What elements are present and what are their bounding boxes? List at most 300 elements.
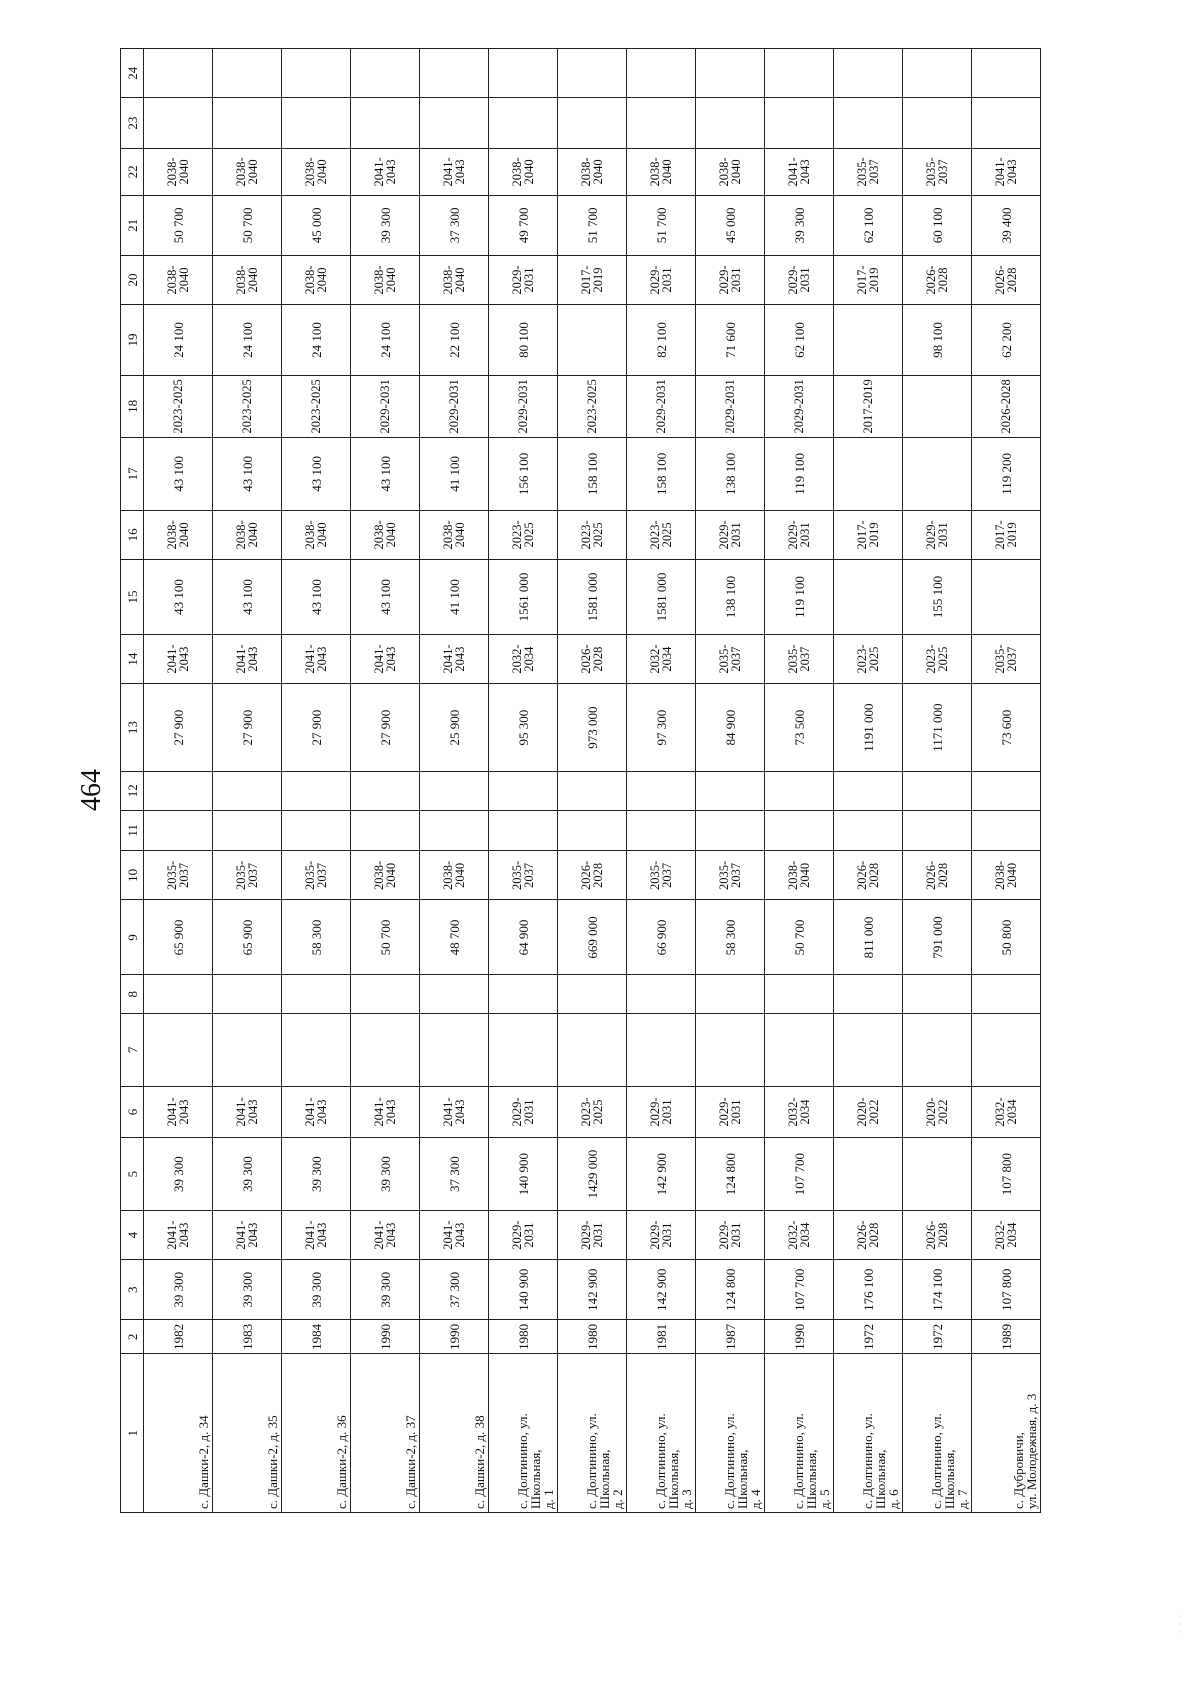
period-cell-col-22: 2041-2043 (420, 148, 489, 195)
value-cell-col-17: 43 100 (144, 437, 213, 510)
period-cell-col-10: 2026-2028 (558, 851, 627, 900)
value-cell-col-12 (558, 772, 627, 811)
value-cell-col-11 (213, 810, 282, 851)
value-cell-col-13: 84 900 (696, 684, 765, 772)
period-cell-col-16: 2038-2040 (351, 510, 420, 559)
value-cell-col-12 (351, 772, 420, 811)
period-cell-col-4: 2029-2031 (627, 1211, 696, 1260)
value-cell-col-23 (627, 98, 696, 148)
value-cell-col-12 (627, 772, 696, 811)
column-header-17: 17 (121, 437, 144, 510)
value-cell-col-15 (972, 560, 1041, 635)
value-cell-col-7 (213, 1014, 282, 1087)
period-cell-col-18: 2029-2031 (627, 375, 696, 437)
value-cell-col-24 (834, 49, 903, 99)
value-cell-col-13: 27 900 (351, 684, 420, 772)
value-cell-col-24 (696, 49, 765, 99)
period-cell-col-16: 2038-2040 (420, 510, 489, 559)
period-cell-col-4: 2041-2043 (351, 1211, 420, 1260)
period-cell-col-14: 2035-2037 (972, 634, 1041, 683)
value-cell-col-23 (765, 98, 834, 148)
period-cell-col-22: 2035-2037 (903, 148, 972, 195)
period-cell-col-16: 2017-2019 (972, 510, 1041, 559)
table-row (420, 49, 489, 1513)
value-cell-col-8 (282, 975, 351, 1014)
table-row (972, 49, 1041, 1513)
value-cell-col-3: 107 800 (972, 1260, 1041, 1320)
value-cell-col-11 (765, 810, 834, 851)
value-cell-col-9: 48 700 (420, 900, 489, 975)
period-cell-col-20: 2029-2031 (489, 255, 558, 304)
value-cell-col-7 (420, 1014, 489, 1087)
value-cell-col-15 (834, 560, 903, 635)
value-cell-col-12 (696, 772, 765, 811)
value-cell-col-19: 24 100 (213, 305, 282, 376)
value-cell-col-23 (282, 98, 351, 148)
value-cell-col-24 (627, 49, 696, 99)
value-cell-col-5 (903, 1138, 972, 1211)
period-cell-col-6: 2023-2025 (558, 1086, 627, 1137)
value-cell-col-23 (972, 98, 1041, 148)
value-cell-col-13: 73 500 (765, 684, 834, 772)
address-cell (213, 1354, 282, 1513)
value-cell-col-13: 73 600 (972, 684, 1041, 772)
value-cell-col-2: 1972 (834, 1320, 903, 1354)
period-cell-col-6: 2041-2043 (420, 1086, 489, 1137)
period-cell-col-22: 2041-2043 (351, 148, 420, 195)
value-cell-col-24 (420, 49, 489, 99)
value-cell-col-19: 62 100 (765, 305, 834, 376)
address-cell (351, 1354, 420, 1513)
value-cell-col-3: 39 300 (213, 1260, 282, 1320)
value-cell-col-11 (696, 810, 765, 851)
value-cell-col-17: 119 100 (765, 437, 834, 510)
period-cell-col-10: 2035-2037 (627, 851, 696, 900)
address-line-1: с. Дашки-2, д. 38 (472, 1415, 487, 1509)
table-row (903, 49, 972, 1513)
period-cell-col-22: 2038-2040 (213, 148, 282, 195)
period-cell-col-20: 2026-2028 (972, 255, 1041, 304)
value-cell-col-23 (351, 98, 420, 148)
period-cell-col-22: 2041-2043 (972, 148, 1041, 195)
value-cell-col-17: 158 100 (627, 437, 696, 510)
address-line-2: д. 3 (679, 1489, 694, 1509)
value-cell-col-21: 45 000 (282, 195, 351, 255)
value-cell-col-3: 39 300 (282, 1260, 351, 1320)
value-cell-col-2: 1984 (282, 1320, 351, 1354)
value-cell-col-8 (489, 975, 558, 1014)
value-cell-col-9: 50 700 (765, 900, 834, 975)
table-row (144, 49, 213, 1513)
period-cell-col-16: 2029-2031 (696, 510, 765, 559)
value-cell-col-5: 37 300 (420, 1138, 489, 1211)
value-cell-col-24 (144, 49, 213, 99)
column-header-22: 22 (121, 148, 144, 195)
value-cell-col-3: 39 300 (351, 1260, 420, 1320)
address-line-2: д. 5 (817, 1489, 832, 1509)
period-cell-col-14: 2023-2025 (903, 634, 972, 683)
period-cell-col-18: 2029-2031 (351, 375, 420, 437)
period-cell-col-4: 2041-2043 (144, 1211, 213, 1260)
value-cell-col-3: 142 900 (558, 1260, 627, 1320)
value-cell-col-3: 174 100 (903, 1260, 972, 1320)
value-cell-col-5: 39 300 (282, 1138, 351, 1211)
value-cell-col-21: 50 700 (144, 195, 213, 255)
address-line-1: с. Долгинино, ул. Школьная, (791, 1413, 819, 1509)
value-cell-col-15: 43 100 (213, 560, 282, 635)
header-row (121, 49, 144, 1513)
period-cell-col-18: 2023-2025 (282, 375, 351, 437)
period-cell-col-4: 2032-2034 (972, 1211, 1041, 1260)
value-cell-col-18 (903, 375, 972, 437)
value-cell-col-19: 62 200 (972, 305, 1041, 376)
value-cell-col-24 (903, 49, 972, 99)
value-cell-col-17: 43 100 (282, 437, 351, 510)
period-cell-col-14: 2041-2043 (144, 634, 213, 683)
value-cell-col-7 (558, 1014, 627, 1087)
value-cell-col-15: 43 100 (351, 560, 420, 635)
column-header-13: 13 (121, 684, 144, 772)
value-cell-col-11 (351, 810, 420, 851)
value-cell-col-17: 41 100 (420, 437, 489, 510)
value-cell-col-2: 1983 (213, 1320, 282, 1354)
value-cell-col-3: 37 300 (420, 1260, 489, 1320)
value-cell-col-24 (558, 49, 627, 99)
value-cell-col-2: 1990 (420, 1320, 489, 1354)
value-cell-col-2: 1982 (144, 1320, 213, 1354)
period-cell-col-6: 2029-2031 (696, 1086, 765, 1137)
value-cell-col-24 (282, 49, 351, 99)
period-cell-col-22: 2038-2040 (696, 148, 765, 195)
period-cell-col-14: 2041-2043 (213, 634, 282, 683)
period-cell-col-6: 2029-2031 (627, 1086, 696, 1137)
table-row (834, 49, 903, 1513)
table-row (213, 49, 282, 1513)
value-cell-col-7 (972, 1014, 1041, 1087)
period-cell-col-22: 2038-2040 (144, 148, 213, 195)
value-cell-col-5: 39 300 (351, 1138, 420, 1211)
value-cell-col-15: 1561 000 (489, 560, 558, 635)
value-cell-col-21: 39 300 (351, 195, 420, 255)
period-cell-col-14: 2032-2034 (489, 634, 558, 683)
period-cell-col-4: 2032-2034 (765, 1211, 834, 1260)
period-cell-col-6: 2041-2043 (282, 1086, 351, 1137)
value-cell-col-12 (282, 772, 351, 811)
period-cell-col-10: 2038-2040 (420, 851, 489, 900)
value-cell-col-19: 82 100 (627, 305, 696, 376)
value-cell-col-24 (765, 49, 834, 99)
period-cell-col-10: 2038-2040 (972, 851, 1041, 900)
value-cell-col-13: 1191 000 (834, 684, 903, 772)
value-cell-col-5: 107 800 (972, 1138, 1041, 1211)
table-row (489, 49, 558, 1513)
table-body (144, 49, 1041, 1513)
address-line-1: с. Дашки-2, д. 37 (403, 1415, 418, 1509)
value-cell-col-24 (213, 49, 282, 99)
value-cell-col-3: 176 100 (834, 1260, 903, 1320)
value-cell-col-11 (420, 810, 489, 851)
period-cell-col-18: 2026-2028 (972, 375, 1041, 437)
value-cell-col-17: 43 100 (213, 437, 282, 510)
period-cell-col-4: 2029-2031 (696, 1211, 765, 1260)
value-cell-col-9: 669 000 (558, 900, 627, 975)
period-cell-col-10: 2035-2037 (144, 851, 213, 900)
value-cell-col-23 (489, 98, 558, 148)
period-cell-col-16: 2029-2031 (903, 510, 972, 559)
value-cell-col-2: 1987 (696, 1320, 765, 1354)
value-cell-col-11 (903, 810, 972, 851)
period-cell-col-18: 2023-2025 (144, 375, 213, 437)
value-cell-col-21: 49 700 (489, 195, 558, 255)
period-cell-col-6: 2041-2043 (351, 1086, 420, 1137)
value-cell-col-21: 39 300 (765, 195, 834, 255)
value-cell-col-7 (489, 1014, 558, 1087)
column-header-15: 15 (121, 560, 144, 635)
value-cell-col-3: 140 900 (489, 1260, 558, 1320)
period-cell-col-18: 2029-2031 (489, 375, 558, 437)
value-cell-col-23 (144, 98, 213, 148)
period-cell-col-4: 2026-2028 (834, 1211, 903, 1260)
value-cell-col-19: 24 100 (144, 305, 213, 376)
value-cell-col-15: 43 100 (144, 560, 213, 635)
period-cell-col-6: 2029-2031 (489, 1086, 558, 1137)
value-cell-col-15: 155 100 (903, 560, 972, 635)
period-cell-col-14: 2041-2043 (351, 634, 420, 683)
value-cell-col-19: 24 100 (282, 305, 351, 376)
period-cell-col-4: 2026-2028 (903, 1211, 972, 1260)
value-cell-col-17: 138 100 (696, 437, 765, 510)
period-cell-col-10: 2035-2037 (213, 851, 282, 900)
value-cell-col-12 (972, 772, 1041, 811)
page-number: 464 (76, 769, 107, 811)
value-cell-col-11 (627, 810, 696, 851)
value-cell-col-8 (627, 975, 696, 1014)
value-cell-col-5: 39 300 (213, 1138, 282, 1211)
address-line-1: с. Долгинино, ул. Школьная, (584, 1413, 612, 1509)
address-cell (903, 1354, 972, 1513)
value-cell-col-7 (834, 1014, 903, 1087)
address-line-1: с. Долгинино, ул. Школьная, (653, 1413, 681, 1509)
value-cell-col-8 (696, 975, 765, 1014)
period-cell-col-16: 2038-2040 (144, 510, 213, 559)
value-cell-col-12 (903, 772, 972, 811)
value-cell-col-5: 142 900 (627, 1138, 696, 1211)
column-header-18: 18 (121, 375, 144, 437)
period-cell-col-6: 2041-2043 (213, 1086, 282, 1137)
period-cell-col-20: 2038-2040 (351, 255, 420, 304)
value-cell-col-9: 58 300 (282, 900, 351, 975)
value-cell-col-19: 71 600 (696, 305, 765, 376)
column-header-14: 14 (121, 634, 144, 683)
value-cell-col-19 (558, 305, 627, 376)
value-cell-col-2: 1989 (972, 1320, 1041, 1354)
column-header-20: 20 (121, 255, 144, 304)
period-cell-col-14: 2041-2043 (420, 634, 489, 683)
value-cell-col-9: 791 000 (903, 900, 972, 975)
period-cell-col-10: 2035-2037 (696, 851, 765, 900)
period-cell-col-16: 2017-2019 (834, 510, 903, 559)
value-cell-col-11 (489, 810, 558, 851)
address-cell (489, 1354, 558, 1513)
value-cell-col-21: 60 100 (903, 195, 972, 255)
value-cell-col-23 (420, 98, 489, 148)
value-cell-col-21: 37 300 (420, 195, 489, 255)
value-cell-col-5: 124 800 (696, 1138, 765, 1211)
value-cell-col-5: 39 300 (144, 1138, 213, 1211)
value-cell-col-13: 1171 000 (903, 684, 972, 772)
value-cell-col-8 (420, 975, 489, 1014)
value-cell-col-19 (834, 305, 903, 376)
value-cell-col-8 (765, 975, 834, 1014)
address-cell (144, 1354, 213, 1513)
table-row (351, 49, 420, 1513)
value-cell-col-23 (558, 98, 627, 148)
address-cell (420, 1354, 489, 1513)
period-cell-col-14: 2032-2034 (627, 634, 696, 683)
period-cell-col-14: 2026-2028 (558, 634, 627, 683)
value-cell-col-5 (834, 1138, 903, 1211)
value-cell-col-21: 51 700 (558, 195, 627, 255)
value-cell-col-24 (489, 49, 558, 99)
value-cell-col-9: 65 900 (213, 900, 282, 975)
address-line-1: с. Долгинино, ул. Школьная, (860, 1413, 888, 1509)
address-cell (558, 1354, 627, 1513)
column-header-7: 7 (121, 1014, 144, 1087)
value-cell-col-13: 27 900 (213, 684, 282, 772)
value-cell-col-19: 80 100 (489, 305, 558, 376)
value-cell-col-21: 39 400 (972, 195, 1041, 255)
period-cell-col-20: 2038-2040 (420, 255, 489, 304)
period-cell-col-18: 2029-2031 (765, 375, 834, 437)
period-cell-col-16: 2023-2025 (558, 510, 627, 559)
period-cell-col-22: 2041-2043 (765, 148, 834, 195)
period-cell-col-10: 2035-2037 (489, 851, 558, 900)
address-line-2: д. 6 (886, 1489, 901, 1509)
period-cell-col-20: 2029-2031 (627, 255, 696, 304)
column-header-6: 6 (121, 1086, 144, 1137)
period-cell-col-6: 2032-2034 (765, 1086, 834, 1137)
value-cell-col-9: 50 800 (972, 900, 1041, 975)
column-header-10: 10 (121, 851, 144, 900)
address-line-2: д. 1 (541, 1489, 556, 1509)
period-cell-col-4: 2029-2031 (558, 1211, 627, 1260)
value-cell-col-5: 140 900 (489, 1138, 558, 1211)
column-header-2: 2 (121, 1320, 144, 1354)
column-header-23: 23 (121, 98, 144, 148)
value-cell-col-11 (282, 810, 351, 851)
value-cell-col-8 (213, 975, 282, 1014)
value-cell-col-23 (696, 98, 765, 148)
value-cell-col-12 (765, 772, 834, 811)
value-cell-col-12 (144, 772, 213, 811)
value-cell-col-21: 50 700 (213, 195, 282, 255)
value-cell-col-8 (144, 975, 213, 1014)
period-cell-col-10: 2038-2040 (765, 851, 834, 900)
address-line-2: д. 7 (955, 1489, 970, 1509)
address-line-1: с. Дубровичи, (1011, 1432, 1026, 1509)
value-cell-col-9: 66 900 (627, 900, 696, 975)
value-cell-col-11 (144, 810, 213, 851)
housing-repair-schedule-table (120, 48, 1041, 1513)
value-cell-col-2: 1972 (903, 1320, 972, 1354)
value-cell-col-17 (903, 437, 972, 510)
value-cell-col-3: 39 300 (144, 1260, 213, 1320)
column-header-5: 5 (121, 1138, 144, 1211)
value-cell-col-2: 1980 (558, 1320, 627, 1354)
period-cell-col-4: 2029-2031 (489, 1211, 558, 1260)
value-cell-col-23 (903, 98, 972, 148)
value-cell-col-8 (972, 975, 1041, 1014)
value-cell-col-8 (351, 975, 420, 1014)
value-cell-col-23 (213, 98, 282, 148)
period-cell-col-6: 2041-2043 (144, 1086, 213, 1137)
period-cell-col-10: 2035-2037 (282, 851, 351, 900)
period-cell-col-18: 2023-2025 (213, 375, 282, 437)
value-cell-col-11 (972, 810, 1041, 851)
value-cell-col-19: 22 100 (420, 305, 489, 376)
address-line-1: с. Дашки-2, д. 34 (196, 1415, 211, 1509)
column-header-12: 12 (121, 772, 144, 811)
address-cell (834, 1354, 903, 1513)
period-cell-col-10: 2026-2028 (903, 851, 972, 900)
value-cell-col-19: 24 100 (351, 305, 420, 376)
table-row (558, 49, 627, 1513)
table-row (765, 49, 834, 1513)
period-cell-col-14: 2023-2025 (834, 634, 903, 683)
value-cell-col-3: 142 900 (627, 1260, 696, 1320)
value-cell-col-2: 1981 (627, 1320, 696, 1354)
value-cell-col-8 (558, 975, 627, 1014)
address-cell (627, 1354, 696, 1513)
value-cell-col-24 (972, 49, 1041, 99)
value-cell-col-9: 58 300 (696, 900, 765, 975)
period-cell-col-4: 2041-2043 (282, 1211, 351, 1260)
address-line-2: д. 2 (610, 1489, 625, 1509)
value-cell-col-21: 45 000 (696, 195, 765, 255)
value-cell-col-7 (282, 1014, 351, 1087)
value-cell-col-13: 95 300 (489, 684, 558, 772)
value-cell-col-11 (558, 810, 627, 851)
column-header-21: 21 (121, 195, 144, 255)
value-cell-col-11 (834, 810, 903, 851)
address-line-1: с. Дашки-2, д. 35 (265, 1415, 280, 1509)
period-cell-col-20: 2038-2040 (213, 255, 282, 304)
value-cell-col-17 (834, 437, 903, 510)
value-cell-col-24 (351, 49, 420, 99)
address-line-1: с. Долгинино, ул. Школьная, (722, 1413, 750, 1509)
column-header-3: 3 (121, 1260, 144, 1320)
value-cell-col-15: 43 100 (282, 560, 351, 635)
value-cell-col-17: 43 100 (351, 437, 420, 510)
period-cell-col-22: 2038-2040 (282, 148, 351, 195)
value-cell-col-15: 138 100 (696, 560, 765, 635)
value-cell-col-3: 107 700 (765, 1260, 834, 1320)
column-header-19: 19 (121, 305, 144, 376)
period-cell-col-20: 2029-2031 (765, 255, 834, 304)
period-cell-col-20: 2038-2040 (282, 255, 351, 304)
column-header-16: 16 (121, 510, 144, 559)
value-cell-col-8 (834, 975, 903, 1014)
period-cell-col-4: 2041-2043 (420, 1211, 489, 1260)
column-header-24: 24 (121, 49, 144, 99)
value-cell-col-17: 156 100 (489, 437, 558, 510)
period-cell-col-20: 2017-2019 (834, 255, 903, 304)
address-cell (282, 1354, 351, 1513)
value-cell-col-17: 158 100 (558, 437, 627, 510)
value-cell-col-8 (903, 975, 972, 1014)
address-line-1: с. Дашки-2, д. 36 (334, 1415, 349, 1509)
column-header-1: 1 (121, 1354, 144, 1513)
